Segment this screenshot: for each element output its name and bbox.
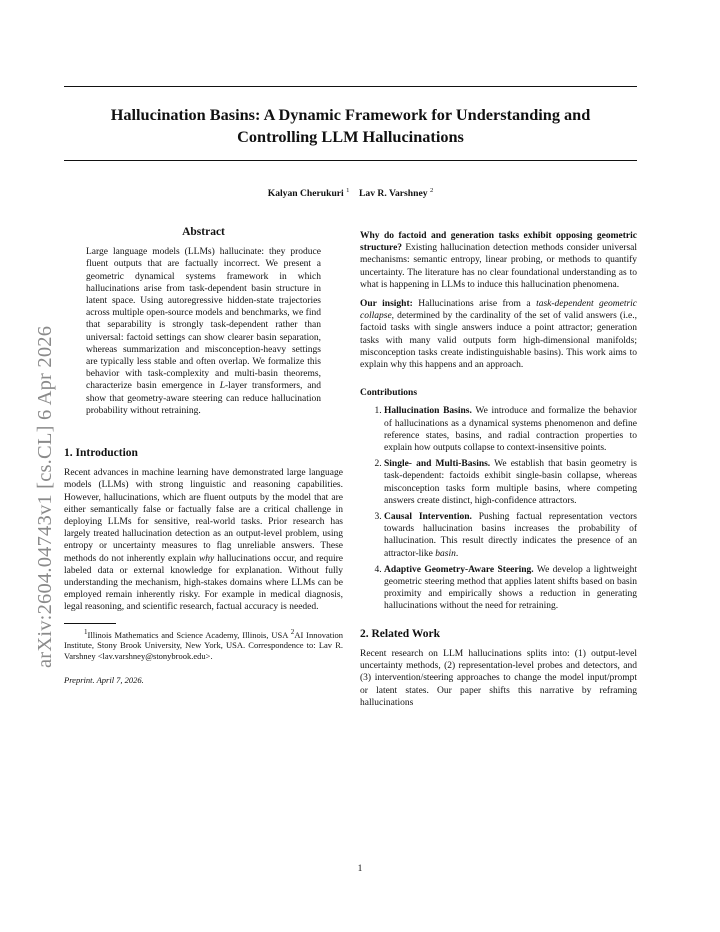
why-question: Why do factoid and generation tasks exhibit opposing geometric structure?: [360, 231, 637, 254]
abstract-text-end: -layer transformers, and show that geometry-aware steering can reduce hallucination probability without retraining.: [86, 381, 321, 416]
intro-text-b: hallucinations occur, and require labeled data or external knowledge for explanation. Without fully understanding the mechanism, high-stakes domains where LLMs can be employed remain inherently risky. For example in medical diagnosis, legal reasoning, and scientific research, factual accuracy is needed.: [64, 553, 344, 613]
footnote-rule: [64, 623, 116, 624]
paper-title: [64, 104, 637, 148]
contribution-title: Causal Intervention.: [384, 512, 472, 523]
why-paragraph: [360, 230, 637, 291]
contribution-title: Adaptive Geometry-Aware Steering.: [384, 564, 534, 575]
related-work-paragraph: Recent research on LLM hallucinations splits into: (1) output-level uncertainty methods, (2) representation-level probes and detectors, and (3) intervention/steering approaches to change the model input/prompt or latent states. Our paper shifts this narrative by reframing hallucinations: [360, 648, 637, 708]
title-line-1: Hallucination Basins: A Dynamic Framework for Understanding and: [110, 105, 591, 124]
author-name: Lav R. Varshney: [359, 188, 428, 200]
insight-label: Our insight:: [360, 299, 413, 310]
author-affiliation-mark: 2: [429, 187, 434, 194]
author-list: [64, 187, 637, 199]
affiliation-footnote: [64, 627, 343, 662]
title-top-rule: [64, 86, 637, 87]
contribution-item: [384, 564, 637, 613]
affiliation-2: AI Innovation Institute, Stony Brook University, New York, USA. Correspondence to: Lav R. Varshney <lav.varshney@stonybrook.edu>.: [64, 629, 343, 662]
insight-text-a: Hallucinations arise from a: [418, 299, 531, 310]
insight-text-b: , determined by the cardinality of the set of valid answers (i.e., factoid tasks with single answers induce a point attractor; generation tasks with many valid outputs form high-dimensional manifolds; misconception tasks create indistinguishable basins). This work aims to explain why this happens and an approach.: [360, 311, 637, 371]
related-work-heading: 2. Related Work: [360, 627, 440, 640]
insight-paragraph: [360, 298, 637, 371]
abstract-italic: L: [219, 381, 226, 392]
abstract-heading: Abstract: [182, 226, 225, 238]
contribution-italic: basin: [435, 548, 456, 559]
title-bottom-rule: [64, 160, 637, 161]
contribution-text: We introduce and formalize the behavior of hallucinations as a dynamical systems phenomenon and define reference states, basins, and radial contraction properties to explain how outputs collapse to context-insensitive points.: [384, 406, 637, 454]
contribution-text: We develop a lightweight geometric steering method that applies latent shifts based on basin proximity and empirically shows a reduction in generating hallucinations without the need for retraining.: [384, 564, 637, 612]
right-column: [360, 230, 637, 709]
introduction-heading: 1. Introduction: [64, 447, 138, 460]
contribution-text: We establish that basin geometry is task-dependent: factoids exhibit single-basin collapse, whereas misconception tasks form multiple basins, where competing answers create distinct, high-confidence attractors.: [384, 459, 637, 506]
footnote-mark-2: 2: [290, 627, 295, 636]
left-column: [64, 226, 343, 686]
introduction-paragraph: [64, 467, 343, 613]
intro-text-a: Recent advances in machine learning have demonstrated large language models (LLMs) with strong linguistic and reasoning capabilities. However, hallucinations, which are fluent outputs by the model that are either semantically false or factually false are a critical challenge in deploying LLMs for sensitive, real-world tasks. Prior research has largely treated hallucination detection as an output-level problem, using entropy or uncertainty measures to flag unreliable answers. These methods do not inherently explain: [64, 468, 343, 564]
abstract-body: [86, 246, 321, 417]
contribution-title: Hallucination Basins.: [384, 406, 472, 417]
contributions-list: [360, 405, 637, 612]
contribution-title: Single- and Multi-Basins.: [384, 459, 491, 470]
title-line-2: Controlling LLM Hallucinations: [237, 127, 464, 146]
contribution-tail: .: [455, 548, 459, 559]
contribution-item: [384, 405, 637, 454]
arxiv-identifier: arXiv:2604.04743v1 [cs.CL] 6 Apr 2026: [34, 325, 56, 668]
preprint-date: Preprint. April 7, 2026.: [64, 674, 144, 685]
footnote-mark-1: 1: [84, 627, 88, 636]
arxiv-sidebar: [14, 268, 54, 668]
intro-italic: why: [198, 553, 215, 564]
contribution-text: Pushing factual representation vectors towards hallucination basins increases the probability of hallucination. This result directly indicates the presence of an attractor-like: [384, 512, 637, 559]
why-text: Existing hallucination detection methods consider universal mechanisms: semantic entropy, linear probing, or methods to quantify uncertainty. The literature has no clear foundational understanding as to what is happening in LLMs to induce this hallucination phenomena.: [360, 243, 638, 290]
affiliation-1: Illinois Mathematics and Science Academy, Illinois, USA: [87, 629, 288, 640]
contribution-item: [384, 458, 637, 507]
abstract-text: Large language models (LLMs) hallucinate: they produce fluent outputs that are factually incorrect. We present a geometric dynamical systems framework in which hallucinations arise from task-dependent basin structure in latent space. Using autoregressive hidden-state trajectories across multiple open-source models and benchmarks, we find that separability is strongly task-dependent rather than universal: factoid settings can show clearer basin separation, whereas summarization and misconception-heavy settings are typically less stable and often overlap. We formalize this behavior with task-complexity and multi-basin theorems, characterize basin emergence in: [86, 247, 321, 392]
page-number: 1: [357, 864, 363, 874]
contributions-heading: Contributions: [360, 388, 418, 399]
author-name: Kalyan Cherukuri: [267, 188, 344, 200]
insight-italic: task-dependent geometric collapse: [360, 299, 638, 322]
contribution-item: [384, 511, 637, 560]
author-affiliation-mark: 1: [346, 187, 350, 194]
